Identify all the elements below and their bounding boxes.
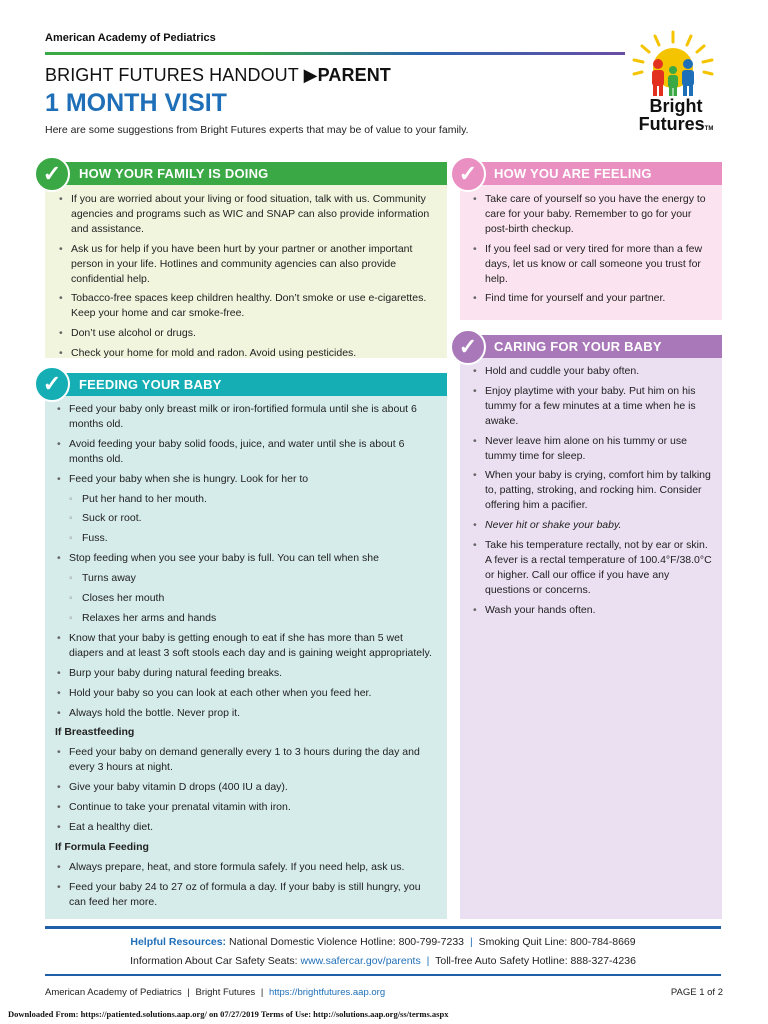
logo-line-1: Bright — [649, 96, 703, 116]
separator: | — [469, 936, 473, 948]
intro-text: Here are some suggestions from Bright Futures experts that may be of value to your family. — [45, 124, 469, 136]
handout-audience: PARENT — [317, 65, 391, 85]
caring-check-icon: ✓ — [450, 329, 486, 365]
list-item: • Always prepare, heat, and store formula safely. If you need help, ask us. — [55, 860, 437, 875]
separator: | — [187, 987, 190, 998]
car-seat-link[interactable]: www.safercar.gov/parents — [300, 955, 421, 967]
feeling-panel — [460, 162, 722, 320]
feeding-panel — [45, 373, 447, 919]
footer-left — [45, 986, 385, 999]
formula-heading: If Formula Feeding — [55, 840, 149, 853]
caring-list — [471, 364, 712, 618]
list-item: • Find time for yourself and your partner. — [471, 291, 712, 306]
feeling-list — [471, 192, 712, 306]
feeding-list — [55, 402, 437, 487]
list-item: • Check your home for mold and radon. Avoid using pesticides. — [57, 346, 437, 361]
header-rule — [45, 52, 625, 55]
list-item: • Ask us for help if you have been hurt by your partner or another important person in your life. Hotlines and community agencies can also provide confidential help. — [57, 242, 437, 287]
car-seat-label: Information About Car Safety Seats: — [130, 955, 298, 967]
list-item: • Avoid feeding your baby solid foods, juice, and water until she is about 6 months old. — [55, 437, 437, 467]
separator: | — [426, 955, 430, 967]
list-item: • Always hold the bottle. Never prop it. — [55, 706, 437, 721]
separator: | — [260, 987, 264, 998]
list-item: ◦ Fuss. — [55, 531, 437, 546]
logo-line-2: Futures — [638, 114, 705, 134]
list-item: • Give your baby vitamin D drops (400 IU a day). — [55, 780, 437, 795]
resources-line-1 — [45, 935, 721, 950]
list-item: • Enjoy playtime with your baby. Put him on his tummy for a few minutes at a time when he is awake. — [471, 384, 712, 429]
feeling-check-icon: ✓ — [450, 156, 486, 192]
page-title: 1 MONTH VISIT — [45, 89, 227, 117]
list-item: • Wash your hands often. — [471, 603, 712, 618]
breastfeeding-list — [55, 745, 437, 835]
footer-org: American Academy of Pediatrics — [45, 987, 182, 998]
feeling-panel-header — [460, 162, 722, 185]
handout-label — [45, 63, 391, 89]
resources-line-2 — [45, 954, 721, 969]
full-cues-list — [55, 571, 437, 626]
list-item: • When your baby is crying, comfort him by talking to, patting, stroking, and rocking him. Consider offering him a pacifier. — [471, 468, 712, 513]
caring-panel-title: CARING FOR YOUR BABY — [494, 339, 662, 354]
list-item: • Feed your baby when she is hungry. Look for her to — [55, 472, 437, 487]
list-item: • Burp your baby during natural feeding breaks. — [55, 666, 437, 681]
hungry-cues-list — [55, 492, 437, 547]
breastfeeding-heading: If Breastfeeding — [55, 726, 135, 739]
logo-text — [636, 97, 716, 138]
list-item: ◦ Closes her mouth — [55, 591, 437, 606]
violence-hotline: National Domestic Violence Hotline: 800-799-7233 — [228, 936, 465, 948]
feeding-check-icon: ✓ — [34, 366, 70, 402]
list-item: • Stop feeding when you see your baby is full. You can tell when she — [55, 551, 437, 566]
list-item: • Take his temperature rectally, not by ear or skin. A fever is a rectal temperature of 100.4°F/38.0°C or higher. Call our office if you have any questions or concerns. — [471, 538, 712, 598]
family-list — [57, 192, 437, 361]
feeding-panel-header — [45, 373, 447, 396]
feeling-panel-title: HOW YOU ARE FEELING — [494, 166, 652, 181]
family-panel — [45, 162, 447, 358]
list-item: • Tobacco-free spaces keep children healthy. Don’t smoke or use e-cigarettes. Keep your home and car smoke-free. — [57, 291, 437, 321]
list-item: • Hold your baby so you can look at each other when you feed her. — [55, 686, 437, 701]
feeding-panel-title: FEEDING YOUR BABY — [79, 377, 222, 392]
list-item: • Feed your baby 24 to 27 oz of formula a day. If your baby is still hungry, you can feed her more. — [55, 880, 437, 910]
list-item: ◦ Put her hand to her mouth. — [55, 492, 437, 507]
family-list-block — [45, 192, 447, 366]
handout-prefix: BRIGHT FUTURES HANDOUT — [45, 65, 299, 85]
page-number: PAGE 1 of 2 — [670, 987, 723, 998]
list-item: • Never hit or shake your baby. — [471, 518, 712, 533]
list-item: ◦ Relaxes her arms and hands — [55, 611, 437, 626]
list-item: • Hold and cuddle your baby often. — [471, 364, 712, 379]
auto-safety-hotline: Toll-free Auto Safety Hotline: 888-327-4236 — [435, 955, 636, 967]
family-check-icon: ✓ — [34, 156, 70, 192]
list-item: • Continue to take your prenatal vitamin with iron. — [55, 800, 437, 815]
feeding-list-block — [45, 402, 447, 914]
family-panel-header — [45, 162, 447, 185]
resources-bottom-rule — [45, 974, 721, 976]
smoking-quit-line: Smoking Quit Line: 800-784-8669 — [478, 936, 636, 948]
list-item: • Know that your baby is getting enough to eat if she has more than 5 wet diapers and at least 3 soft stools each day and is gaining weight appropriately. — [55, 631, 437, 661]
list-item: • Take care of yourself so you have the energy to care for your baby. Remember to go for your post-birth checkup. — [471, 192, 712, 237]
footer-program: Bright Futures — [195, 987, 256, 998]
list-item: • Never leave him alone on his tummy or use tummy time for sleep. — [471, 434, 712, 464]
list-item: ◦ Suck or root. — [55, 511, 437, 526]
organization-name: American Academy of Pediatrics — [45, 32, 216, 44]
logo-trademark: TM — [704, 126, 714, 132]
resources-label: Helpful Resources: — [130, 936, 227, 948]
list-item: • If you are worried about your living or food situation, talk with us. Community agencies and programs such as WIC and SNAP can also provide information and assistance. — [57, 192, 437, 237]
list-item: • If you feel sad or very tired for more than a few days, let us know or call someone you trust for help. — [471, 242, 712, 287]
list-item: • Feed your baby only breast milk or iron-fortified formula until she is about 6 months old. — [55, 402, 437, 432]
list-item: • Feed your baby on demand generally every 1 to 3 hours during the day and every 3 hours at night. — [55, 745, 437, 775]
list-item: • Eat a healthy diet. — [55, 820, 437, 835]
formula-list — [55, 860, 437, 910]
list-item: • Don’t use alcohol or drugs. — [57, 326, 437, 341]
caring-panel — [460, 335, 722, 919]
download-note: Downloaded From: https://patiented.solutions.aap.org/ on 07/27/2019 Terms of Use: http://solutions.aap.org/ss/terms.aspx — [8, 1009, 449, 1019]
feeling-list-block — [460, 192, 722, 311]
feeding-list-2 — [55, 631, 437, 721]
list-item: ◦ Turns away — [55, 571, 437, 586]
footer-url-link[interactable]: https://brightfutures.aap.org — [268, 987, 386, 998]
resources-top-rule — [45, 926, 721, 929]
caring-panel-header — [460, 335, 722, 358]
family-panel-title: HOW YOUR FAMILY IS DOING — [79, 166, 269, 181]
caring-list-block — [460, 364, 722, 623]
arrow-icon: ▶ — [303, 65, 318, 85]
